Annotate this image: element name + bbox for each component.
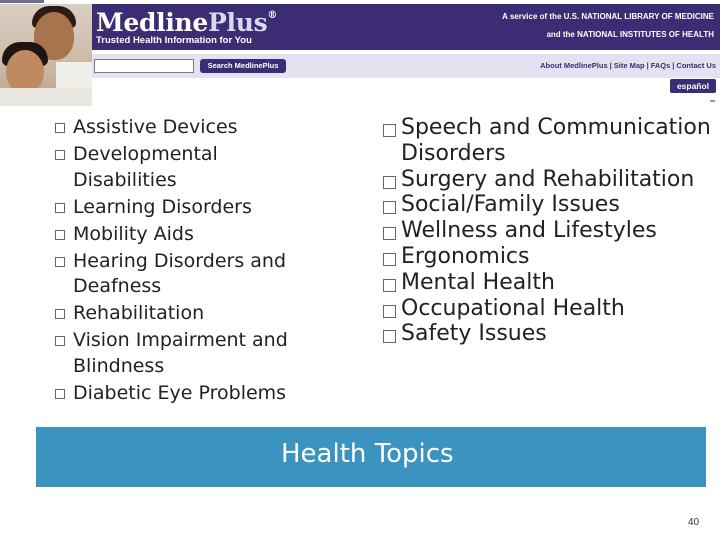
checkbox-icon [55, 150, 65, 160]
topic-label: Ergonomics [401, 243, 530, 269]
checkbox-icon [55, 123, 65, 133]
banner-photo [0, 4, 92, 106]
list-item [383, 115, 713, 167]
topic-label: Rehabilitation [73, 302, 205, 324]
checkbox-icon [383, 305, 396, 318]
logo-registered-mark: ® [267, 10, 278, 21]
list-item [55, 115, 325, 141]
topic-label: Occupational Health [401, 295, 625, 321]
espanol-button[interactable]: español [670, 79, 716, 93]
topic-label: Hearing Disorders and Deafness [73, 249, 287, 297]
topic-label: Safety Issues [401, 321, 547, 347]
topic-label: Speech and Communication Disorders [401, 115, 711, 166]
about-link[interactable]: About MedlinePlus [540, 61, 608, 70]
topic-label: Diabetic Eye Problems [73, 381, 287, 404]
topic-label: Assistive Devices [73, 116, 238, 138]
faqs-link[interactable]: FAQs [650, 61, 671, 70]
decorative-mark [710, 100, 715, 102]
checkbox-icon [383, 330, 396, 343]
topic-label: Wellness and Lifestyles [401, 218, 657, 244]
logo-plus: Plus [208, 8, 268, 37]
topic-label: Learning Disorders [73, 195, 252, 218]
list-item [383, 192, 713, 218]
medlineplus-logo[interactable] [96, 8, 277, 37]
checkbox-icon [383, 279, 396, 292]
list-item [383, 218, 713, 244]
list-item [383, 244, 713, 270]
checkbox-icon [383, 253, 396, 266]
site-map-link[interactable]: Site Map [613, 61, 645, 70]
topic-label: Mobility Aids [73, 222, 194, 245]
topic-label: Developmental Disabilities [73, 143, 218, 191]
list-item [383, 270, 713, 296]
banner-tab [0, 0, 44, 3]
list-item [55, 222, 325, 248]
right-topic-list [383, 115, 713, 347]
top-links: About MedlinePlus | Site Map | FAQs | Contact Us [540, 61, 716, 70]
page-number: 40 [688, 517, 700, 528]
topic-label: Mental Health [401, 269, 555, 295]
checkbox-icon [55, 230, 65, 240]
banner-tagline: Trusted Health Information for You [96, 35, 252, 46]
search-input[interactable] [94, 59, 194, 73]
service-line-1: A service of the U.S. NATIONAL LIBRARY OF MEDICINE [502, 12, 714, 21]
checkbox-icon [383, 227, 396, 240]
topic-label: Social/Family Issues [401, 192, 620, 218]
list-item [55, 328, 325, 379]
banner-header [92, 4, 720, 50]
list-item [383, 296, 713, 322]
list-item [383, 321, 713, 347]
list-item [55, 142, 325, 193]
list-item [55, 249, 325, 300]
checkbox-icon [55, 257, 65, 267]
list-item [55, 381, 325, 407]
checkbox-icon [55, 336, 65, 346]
list-item [55, 301, 325, 327]
list-item [55, 195, 325, 221]
logo-main: Medline [96, 8, 209, 37]
contact-link[interactable]: Contact Us [676, 61, 716, 70]
left-topic-list [55, 115, 325, 408]
checkbox-icon [55, 389, 65, 399]
section-title: Health Topics [281, 439, 454, 469]
section-title-band [36, 427, 706, 487]
list-item [383, 167, 713, 193]
service-line-2: and the NATIONAL INSTITUTES OF HEALTH [546, 30, 714, 39]
checkbox-icon [383, 124, 396, 137]
topic-label: Surgery and Rehabilitation [401, 166, 695, 192]
checkbox-icon [383, 176, 396, 189]
checkbox-icon [55, 203, 65, 213]
topic-label: Vision Impairment and Blindness [73, 329, 288, 377]
medlineplus-banner [0, 0, 720, 108]
checkbox-icon [55, 309, 65, 319]
search-button[interactable]: Search MedlinePlus [200, 59, 286, 73]
checkbox-icon [383, 201, 396, 214]
search-bar [92, 54, 720, 78]
